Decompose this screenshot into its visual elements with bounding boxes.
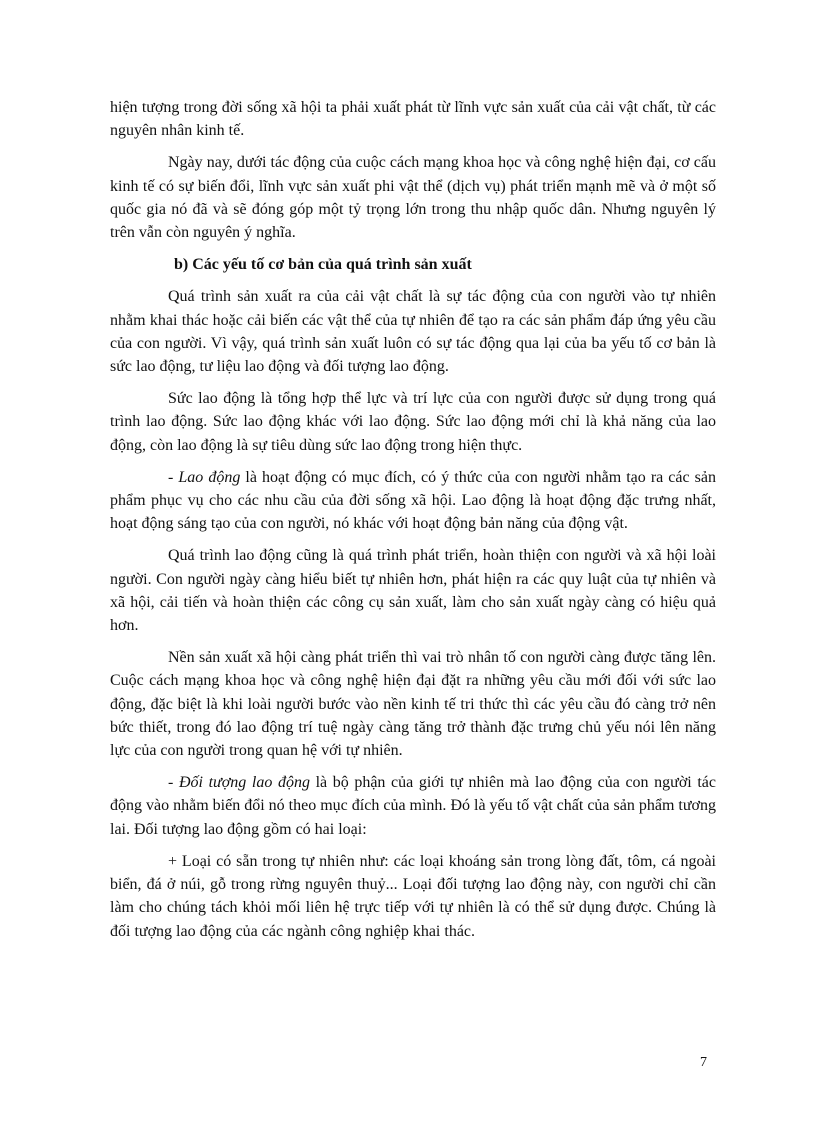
section-heading: b) Các yếu tố cơ bản của quá trình sản xuất <box>174 256 472 274</box>
paragraph-1: hiện tượng trong đời sống xã hội ta phải xuất phát từ lĩnh vực sản xuất của cải vật chất, từ các nguyên nhân kinh tế. <box>110 99 716 140</box>
paragraph-2: Ngày nay, dưới tác động của cuộc cách mạng khoa học và công nghệ hiện đại, cơ cấu kinh tế có sự biến đổi, lĩnh vực sản xuất phi vật thể (dịch vụ) phát triển mạnh mẽ và ở một số quốc gia nó đã và sẽ đóng góp một tỷ trọng lớn trong thu nhập quốc dân. Nhưng nguyên lý trên vẫn còn nguyên ý nghĩa. <box>110 154 716 242</box>
paragraph-8-text: là bộ phận của giới tự nhiên mà lao động của con người tác động vào nhằm biến đổi nó theo mục đích của mình. Đó là yếu tố vật chất của sản phẩm tương lai. Đối tượng lao động gồm có hai loại: <box>110 774 717 838</box>
page-body <box>110 96 716 952</box>
paragraph-5-prefix: - <box>168 468 179 486</box>
paragraph-5 <box>110 466 716 536</box>
paragraph-6: Quá trình lao động cũng là quá trình phát triển, hoàn thiện con người và xã hội loài người. Con người ngày càng hiểu biết tự nhiên hơn, phát hiện ra các quy luật của tự nhiên và xã hội, cải tiến và hoàn thiện các công cụ sản xuất, làm cho sản xuất ngày càng có hiệu quả hơn. <box>110 547 716 635</box>
page-number: 7 <box>700 1055 707 1070</box>
paragraph-9: + Loại có sẵn trong tự nhiên như: các loại khoáng sản trong lòng đất, tôm, cá ngoài biển, đá ở núi, gỗ trong rừng nguyên thuỷ... Loại đối tượng lao động này, con người chỉ cần làm cho chúng tách khỏi mối liên hệ trực tiếp với tự nhiên là có thể sử dụng được. Chúng là đối tượng lao động của các ngành công nghiệp khai thác. <box>110 852 716 940</box>
term-lao-dong: Lao động <box>178 468 241 486</box>
paragraph-8-prefix: - <box>168 774 179 792</box>
paragraph-8 <box>110 771 716 841</box>
paragraph-5-text: là hoạt động có mục đích, có ý thức của con người nhằm tạo ra các sản phẩm phục vụ cho các nhu cầu của đời sống xã hội. Lao động là hoạt động đặc trưng nhất, hoạt động sáng tạo của con người, nó khác với hoạt động bản năng của động vật. <box>110 468 717 533</box>
paragraph-3: Quá trình sản xuất ra của cải vật chất là sự tác động của con người vào tự nhiên nhằm khai thác hoặc cải biến các vật thể của tự nhiên để tạo ra các sản phẩm đáp ứng yêu cầu của con người. Vì vậy, quá trình sản xuất luôn có sự tác động qua lại của ba yếu tố cơ bản là sức lao động, tư liệu lao động và đối tượng lao động. <box>110 288 716 376</box>
term-doi-tuong-lao-dong: Đối tượng lao động <box>178 774 310 792</box>
paragraph-4: Sức lao động là tổng hợp thể lực và trí lực của con người được sử dụng trong quá trình lao động. Sức lao động khác với lao động. Sức lao động mới chỉ là khả năng của lao động, còn lao động là sự tiêu dùng sức lao động trong hiện thực. <box>110 390 716 454</box>
paragraph-7: Nền sản xuất xã hội càng phát triển thì vai trò nhân tố con người càng được tăng lên. Cuộc cách mạng khoa học và công nghệ hiện đại đặt ra những yêu cầu mới đối với sức lao động, đặc biệt là khi loài người bước vào nền kinh tế tri thức thì các yêu cầu đó càng trở nên bức thiết, trong đó lao động trí tuệ ngày càng tăng trở thành đặc trưng chủ yếu nói lên năng lực của con người trong quan hệ với tự nhiên. <box>110 649 716 760</box>
